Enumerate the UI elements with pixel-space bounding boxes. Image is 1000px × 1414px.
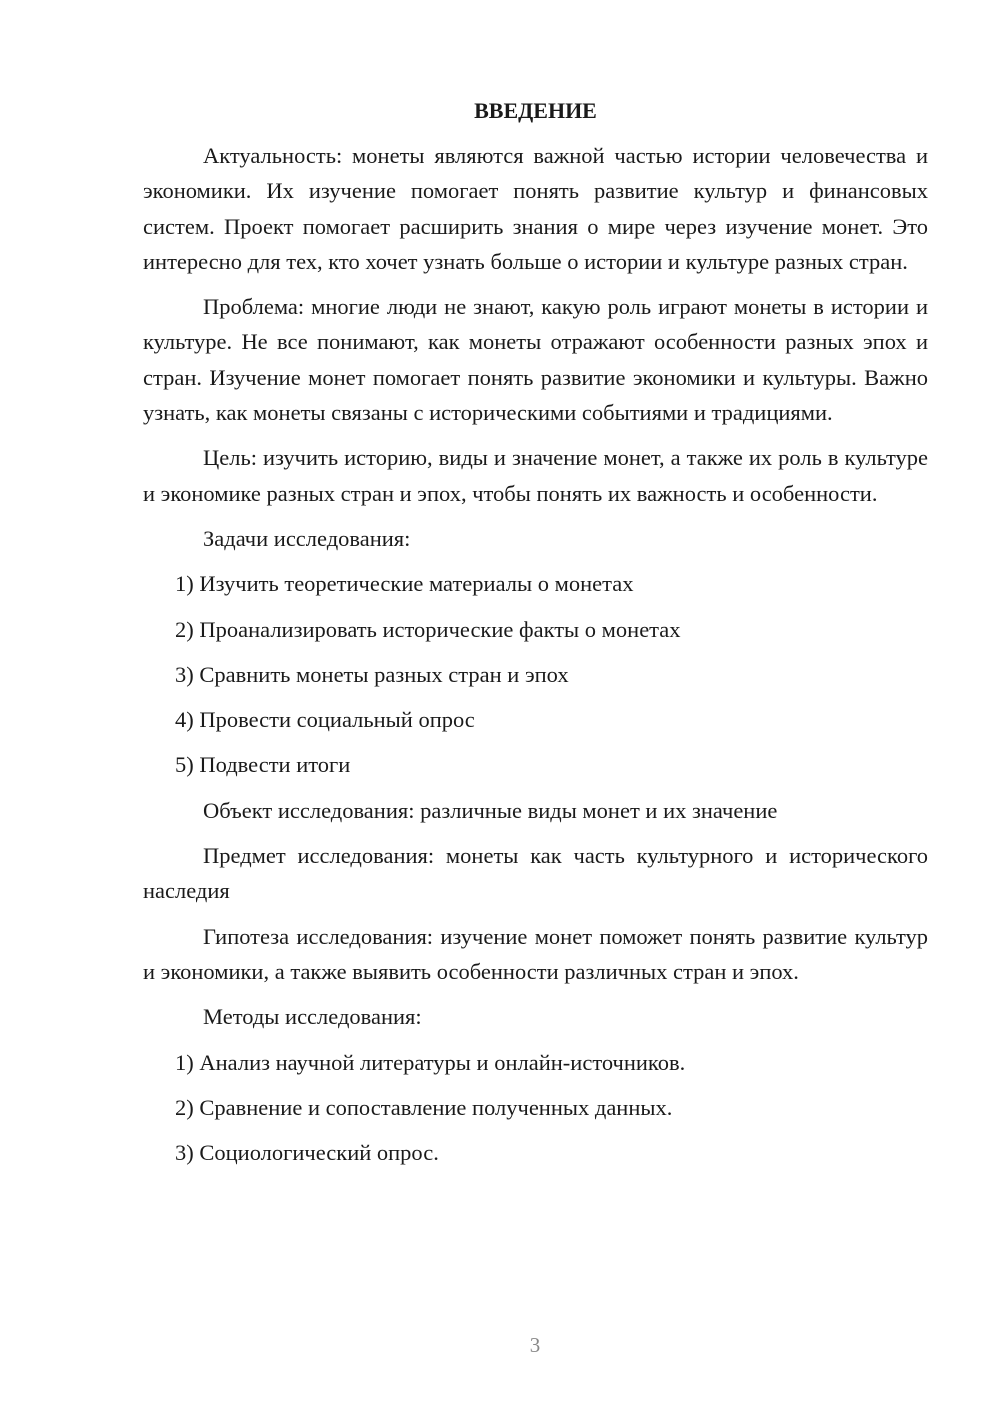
method-item: 2) Сравнение и сопоставление полученных данных. <box>175 1094 673 1120</box>
task-item: 4) Провести социальный опрос <box>175 707 475 733</box>
page-number: 3 <box>529 1333 541 1357</box>
problem-paragraph: Проблема: многие люди не знают, какую роль играют монеты в истории и культуре. Не все понимают, как монеты отражают особенности разных эпох и стран. Изучение монет помогает понять развитие экономики и культуры. Важно узнать, как монеты связаны с историческими событиями и традициями. <box>143 294 928 426</box>
goal-paragraph: Цель: изучить историю, виды и значение монет, а также их роль в культуре и экономике разных стран и эпох, чтобы понять их важность и особенности. <box>143 445 928 506</box>
hypothesis-paragraph: Гипотеза исследования: изучение монет поможет понять развитие культур и экономики, а также выявить особенности различных стран и эпох. <box>143 923 928 984</box>
method-item: 3) Социологический опрос. <box>175 1140 439 1166</box>
section-title: ВВЕДЕНИЕ <box>474 98 597 123</box>
object-paragraph: Объект исследования: различные виды монет и их значение <box>203 797 778 823</box>
method-item: 1) Анализ научной литературы и онлайн-источников. <box>175 1049 686 1075</box>
task-item: 3) Сравнить монеты разных стран и эпох <box>175 661 569 687</box>
task-item: 1) Изучить теоретические материалы о монетах <box>175 571 634 597</box>
relevance-paragraph: Актуальность: монеты являются важной частью истории человечества и экономики. Их изучение помогает понять развитие культур и финансовых систем. Проект помогает расширить знания о мире через изучение монет. Это интересно для тех, кто хочет узнать больше о истории и культуре разных стран. <box>143 143 928 274</box>
document-body <box>143 96 928 1180</box>
task-item: 5) Подвести итоги <box>175 752 351 778</box>
tasks-heading: Задачи исследования: <box>203 525 411 551</box>
methods-heading: Методы исследования: <box>203 1004 422 1030</box>
task-item: 2) Проанализировать исторические факты о монетах <box>175 616 681 642</box>
subject-paragraph: Предмет исследования: монеты как часть культурного и исторического наследия <box>143 843 928 904</box>
